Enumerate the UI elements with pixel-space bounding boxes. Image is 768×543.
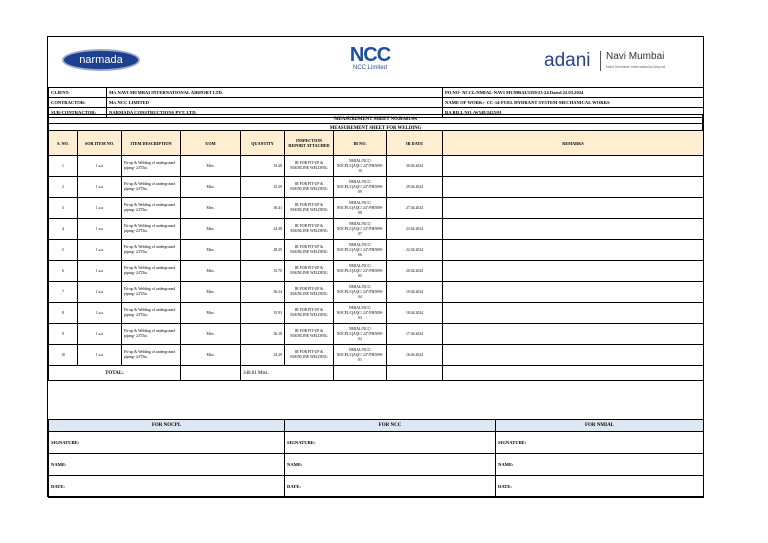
cell-uom: Mtrs. (181, 240, 241, 261)
cell-remarks (443, 156, 704, 177)
cell-sno: 4 (49, 219, 78, 240)
nocpl-date: DATE: (49, 476, 285, 498)
cell-uom: Mtrs. (181, 198, 241, 219)
date-row (49, 476, 704, 498)
cell-remarks (443, 219, 704, 240)
cell-remarks (443, 303, 704, 324)
narmada-logo (62, 49, 140, 71)
signoff-header-row (49, 420, 704, 432)
narmada-logo-text: narmada (79, 54, 123, 66)
cell-ir-date: 16.04.2024 (387, 345, 443, 366)
total-row (49, 366, 704, 381)
cell-ir-date: 30.04.2024 (387, 156, 443, 177)
cell-ir-no: NMIAL/NCC/ NOCPL/QAQC/ 24"/FH/MW-02 (334, 324, 387, 345)
subcontractor-value: NARMADA CONSTRUCTIONS PVT. LTD. (107, 108, 443, 118)
client-label: CLIENT: (49, 88, 107, 98)
cell-quantity: 35.93 (241, 303, 285, 324)
cell-ir-no: NMIAL/NCC/ NOCPL/QAQC/ 24"/FH/MW-05 (334, 261, 387, 282)
table-row (49, 324, 704, 345)
cell-sor-item: 1.a.a (78, 198, 122, 219)
col-remarks: REMARKS (443, 131, 704, 156)
work-name: NAME OF WORK:- CC-14-FUEL HYDRANT SYSTEM-MECHANICAL WORKS (443, 98, 704, 108)
signoff-table (48, 419, 704, 498)
cell-sno: 2 (49, 177, 78, 198)
po-number: PO.NO- NCCL/NMIAL-NAVI MUMBAI/3359/23-24 Dated 22.03.2024 (443, 88, 704, 98)
cell-ir-no: NMIAL/NCC/ NOCPL/QAQC/ 24"/FH/MW-08 (334, 198, 387, 219)
table-row (49, 345, 704, 366)
cell-sor-item: 1.a.a (78, 261, 122, 282)
total-blank-ir (334, 366, 387, 381)
cell-sor-item: 1.a.a (78, 177, 122, 198)
table-row (49, 219, 704, 240)
ncc-signature: SIGNATURE: (285, 432, 496, 454)
nmial-signature: SIGNATURE: (496, 432, 704, 454)
cell-remarks (443, 345, 704, 366)
total-blank-remarks (443, 366, 704, 381)
cell-quantity: 24.38 (241, 219, 285, 240)
cell-ir-date: 23.04.2024 (387, 219, 443, 240)
measurement-sheet (47, 36, 704, 497)
cell-uom: Mtrs. (181, 156, 241, 177)
table-row (49, 240, 704, 261)
nocpl-name: NAME: (49, 454, 285, 476)
cell-uom: Mtrs. (181, 261, 241, 282)
col-inspection-report: INSPECTION REPORT ATTACHED (285, 131, 334, 156)
cell-ir-date: 22.04.2024 (387, 240, 443, 261)
cell-uom: Mtrs. (181, 282, 241, 303)
cell-sno: 8 (49, 303, 78, 324)
ncc-logo-subtitle: NCC Limited (352, 65, 387, 71)
table-row (49, 177, 704, 198)
table-body (49, 156, 704, 366)
for-nmial: FOR NMIAL (496, 420, 704, 432)
col-sor-item: SOR ITEM NO. (78, 131, 122, 156)
cell-inspection-report: IR FOR FIT-UP & MAINLINE WELDING (285, 345, 334, 366)
cell-sno: 3 (49, 198, 78, 219)
adani-logo-word: adani (544, 50, 591, 71)
cell-item-description: Fit-up & Welding of underground piping- 24"Dia. (122, 282, 181, 303)
cell-ir-no: NMIAL/NCC/ NOCPL/QAQC/ 24"/FH/MW-04 (334, 282, 387, 303)
client-value: M/s NAVI MUMBAI INTERNATIONAL AIRPORT LTD. (107, 88, 443, 98)
cell-inspection-report: IR FOR FIT-UP & MAINLINE WELDING (285, 282, 334, 303)
contractor-label: CONTRACTOR: (49, 98, 107, 108)
adani-logo-city: Navi Mumbai (606, 51, 665, 62)
cell-sor-item: 1.a.a (78, 282, 122, 303)
cell-sor-item: 1.a.a (78, 303, 122, 324)
cell-uom: Mtrs. (181, 324, 241, 345)
col-ir-date: IR DATE (387, 131, 443, 156)
cell-quantity: 36.18 (241, 324, 285, 345)
table-row (49, 198, 704, 219)
cell-item-description: Fit-up & Welding of underground piping- 24"Dia. (122, 345, 181, 366)
sheet-purpose-title: MEASUREMENT SHEET FOR WELDING (49, 124, 703, 133)
for-ncc: FOR NCC (285, 420, 496, 432)
ncc-date: DATE: (285, 476, 496, 498)
cell-inspection-report: IR FOR FIT-UP & MAINLINE WELDING (285, 261, 334, 282)
table-row (49, 156, 704, 177)
cell-item-description: Fit-up & Welding of underground piping- 24"Dia. (122, 303, 181, 324)
cell-quantity: 24.29 (241, 345, 285, 366)
cell-inspection-report: IR FOR FIT-UP & MAINLINE WELDING (285, 219, 334, 240)
cell-quantity: 48.29 (241, 240, 285, 261)
nocpl-signature: SIGNATURE: (49, 432, 285, 454)
logo-bar (48, 37, 703, 87)
cell-sno: 1 (49, 156, 78, 177)
cell-ir-date: 29.04.2024 (387, 177, 443, 198)
cell-sor-item: 1.a.a (78, 324, 122, 345)
cell-item-description: Fit-up & Welding of underground piping- 24"Dia. (122, 219, 181, 240)
adani-logo-tagline: Navi Mumbai International Airport (606, 64, 666, 69)
ncc-name: NAME: (285, 454, 496, 476)
signature-row (49, 432, 704, 454)
cell-sno: 5 (49, 240, 78, 261)
cell-sno: 10 (49, 345, 78, 366)
cell-quantity: 35.29 (241, 177, 285, 198)
cell-sno: 9 (49, 324, 78, 345)
col-quantity: QUANTITY (241, 131, 285, 156)
cell-uom: Mtrs. (181, 303, 241, 324)
cell-inspection-report: IR FOR FIT-UP & MAINLINE WELDING (285, 303, 334, 324)
cell-item-description: Fit-up & Welding of underground piping- 24"Dia. (122, 240, 181, 261)
col-item-description: ITEM DESCRIPTION (122, 131, 181, 156)
col-ir-no: IR NO. (334, 131, 387, 156)
nmial-name: NAME: (496, 454, 704, 476)
table-row (49, 303, 704, 324)
cell-ir-date: 27.04.2024 (387, 198, 443, 219)
cell-inspection-report: IR FOR FIT-UP & MAINLINE WELDING (285, 198, 334, 219)
cell-item-description: Fit-up & Welding of underground piping- 24"Dia. (122, 324, 181, 345)
cell-remarks (443, 282, 704, 303)
cell-ir-no: NMIAL/NCC/ NOCPL/QAQC/ 24"/FH/MW-09 (334, 177, 387, 198)
cell-ir-no: NMIAL/NCC/ NOCPL/QAQC/ 24"/FH/MW-10 (334, 156, 387, 177)
cell-quantity: 35.70 (241, 261, 285, 282)
name-row (49, 454, 704, 476)
cell-inspection-report: IR FOR FIT-UP & MAINLINE WELDING (285, 156, 334, 177)
welding-measurement-table (48, 130, 704, 381)
cell-ir-no: NMIAL/NCC/ NOCPL/QAQC/ 24"/FH/MW-06 (334, 240, 387, 261)
adani-logo-separator (600, 51, 601, 71)
col-sno: S. NO. (49, 131, 78, 156)
total-value: 340.01 Mtrs. (241, 366, 334, 381)
cell-quantity: 36.24 (241, 282, 285, 303)
ra-bill-number: RA BILL NO.:W549/2425/01 (443, 108, 704, 118)
sheet-number-title: MEASUREMENT SHEET NO.RA01/04 (49, 115, 703, 124)
ncc-logo-mark: NCC (349, 44, 391, 66)
cell-inspection-report: IR FOR FIT-UP & MAINLINE WELDING (285, 324, 334, 345)
contractor-value: M/s NCC LIMITED (107, 98, 443, 108)
table-row (49, 261, 704, 282)
nmial-date: DATE: (496, 476, 704, 498)
cell-ir-no: NMIAL/NCC/ NOCPL/QAQC/ 24"/FH/MW-07 (334, 219, 387, 240)
subcontractor-label: SUB-CONTRACTOR: (49, 108, 107, 118)
cell-quantity: 33.28 (241, 156, 285, 177)
cell-item-description: Fit-up & Welding of underground piping- 24"Dia. (122, 261, 181, 282)
cell-sor-item: 1.a.a (78, 345, 122, 366)
cell-sno: 7 (49, 282, 78, 303)
cell-inspection-report: IR FOR FIT-UP & MAINLINE WELDING (285, 177, 334, 198)
cell-uom: Mtrs. (181, 177, 241, 198)
table-row (49, 282, 704, 303)
cell-sor-item: 1.a.a (78, 240, 122, 261)
cell-sno: 6 (49, 261, 78, 282)
cell-item-description: Fit-up & Welding of underground piping- 24"Dia. (122, 156, 181, 177)
cell-ir-date: 20.04.2024 (387, 261, 443, 282)
cell-remarks (443, 261, 704, 282)
cell-uom: Mtrs. (181, 345, 241, 366)
info-row-contractor (49, 98, 704, 108)
cell-ir-no: NMIAL/NCC/ NOCPL/QAQC/ 24"/FH/MW-01 (334, 345, 387, 366)
cell-inspection-report: IR FOR FIT-UP & MAINLINE WELDING (285, 240, 334, 261)
total-blank-uom (181, 366, 241, 381)
cell-item-description: Fit-up & Welding of underground piping- 24"Dia. (122, 198, 181, 219)
cell-ir-date: 19.04.2024 (387, 282, 443, 303)
cell-remarks (443, 198, 704, 219)
cell-item-description: Fit-up & Welding of underground piping- 24"Dia. (122, 177, 181, 198)
cell-ir-date: 18.04.2024 (387, 303, 443, 324)
cell-remarks (443, 177, 704, 198)
cell-ir-no: NMIAL/NCC/ NOCPL/QAQC/ 24"/FH/MW-03 (334, 303, 387, 324)
cell-remarks (443, 240, 704, 261)
total-blank-date (387, 366, 443, 381)
cell-remarks (443, 324, 704, 345)
table-header-row (49, 131, 704, 156)
cell-uom: Mtrs. (181, 219, 241, 240)
col-uom: UOM (181, 131, 241, 156)
cell-sor-item: 1.a.a (78, 219, 122, 240)
cell-quantity: 36.41 (241, 198, 285, 219)
info-row-client (49, 88, 704, 98)
total-label: TOTAL: (49, 366, 181, 381)
for-nocpl: FOR NOCPL (49, 420, 285, 432)
cell-sor-item: 1.a.a (78, 156, 122, 177)
cell-ir-date: 17.04.2024 (387, 324, 443, 345)
ncc-logo (342, 45, 398, 71)
